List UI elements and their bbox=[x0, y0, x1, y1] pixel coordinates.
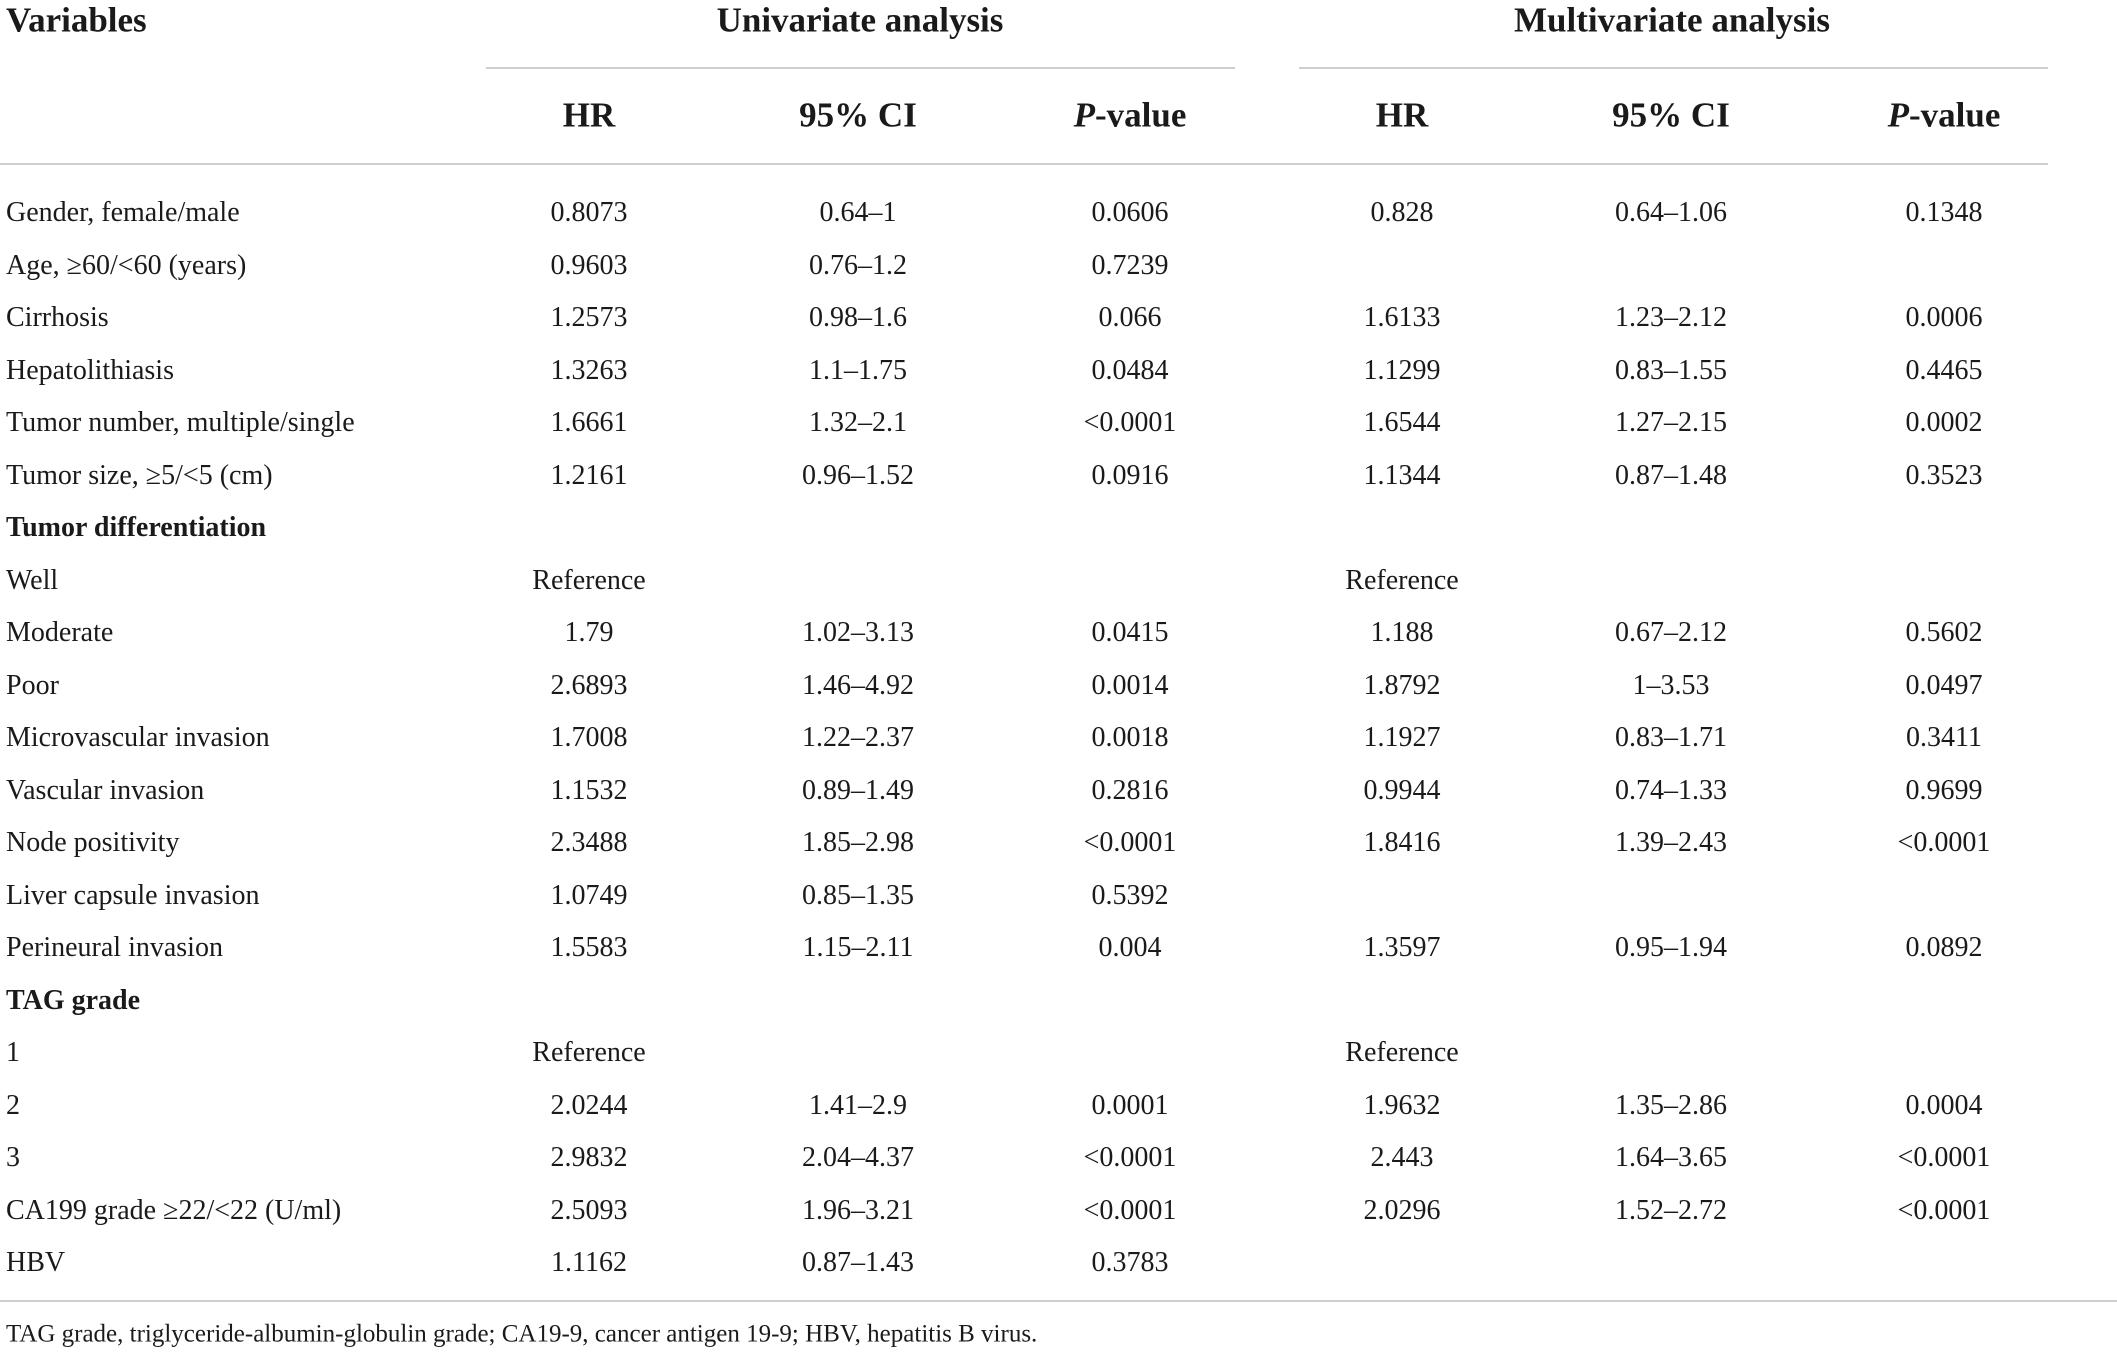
multivariate-hr-cell: 2.0296 bbox=[1363, 1194, 1441, 1226]
univariate-ci-cell: 1.22–2.37 bbox=[802, 722, 914, 753]
variable-label: Liver capsule invasion bbox=[6, 879, 260, 911]
multivariate-pvalue-cell: <0.0001 bbox=[1897, 1142, 1991, 1173]
multivariate-ci-cell: 0.83–1.71 bbox=[1615, 722, 1727, 753]
multivariate-ci-cell: 0.67–2.12 bbox=[1615, 617, 1727, 648]
multivariate-hr-cell: 1.1927 bbox=[1363, 722, 1441, 753]
multivariate-hr-cell: 1.8792 bbox=[1363, 669, 1441, 701]
univariate-header: Univariate analysis bbox=[716, 0, 1004, 40]
multivariate-pvalue-cell: 0.4465 bbox=[1905, 354, 1983, 386]
multivariate-hr-cell: 1.1344 bbox=[1363, 459, 1441, 491]
multivariate-hr-cell: 0.9944 bbox=[1363, 774, 1441, 806]
univariate-pvalue-cell: <0.0001 bbox=[1083, 1142, 1177, 1173]
multivariate-pvalue-header bbox=[1887, 95, 2001, 135]
univariate-ci-cell: 0.76–1.2 bbox=[809, 249, 907, 281]
multivariate-pvalue-cell: 0.0006 bbox=[1905, 302, 1983, 333]
multivariate-hr-cell: 1.6133 bbox=[1363, 302, 1441, 333]
variable-label: Perineural invasion bbox=[6, 932, 223, 963]
multivariate-ci-cell: 1.23–2.12 bbox=[1615, 302, 1727, 333]
variable-label: Tumor size, ≥5/<5 (cm) bbox=[6, 459, 273, 491]
multivariate-ci-header: 95% CI bbox=[1612, 95, 1730, 135]
univariate-ci-cell: 0.85–1.35 bbox=[802, 879, 914, 911]
univariate-pvalue-cell: 0.0916 bbox=[1091, 459, 1169, 491]
variable-label: Well bbox=[6, 564, 59, 596]
univariate-hr-cell: 1.2573 bbox=[550, 302, 628, 333]
variable-label: Tumor number, multiple/single bbox=[6, 407, 355, 438]
variable-label: Vascular invasion bbox=[6, 774, 205, 806]
univariate-ci-cell: 1.32–2.1 bbox=[809, 407, 907, 438]
variable-label: 2 bbox=[6, 1089, 20, 1121]
univariate-pvalue-cell: 0.3783 bbox=[1091, 1247, 1169, 1278]
multivariate-pvalue-cell: 0.9699 bbox=[1905, 774, 1983, 806]
variable-label: 3 bbox=[6, 1142, 20, 1173]
multivariate-pvalue-cell: 0.0002 bbox=[1905, 407, 1983, 438]
section-label: Tumor differentiation bbox=[6, 512, 267, 543]
multivariate-ci-cell: 1–3.53 bbox=[1632, 669, 1710, 701]
pvalue-suffix: -value bbox=[1095, 95, 1187, 135]
univariate-pvalue-cell: 0.0484 bbox=[1091, 354, 1169, 386]
univariate-ci-cell: 0.89–1.49 bbox=[802, 774, 914, 806]
multivariate-pvalue-cell: 0.0004 bbox=[1905, 1089, 1983, 1121]
multivariate-hr-cell: 1.6544 bbox=[1363, 407, 1441, 438]
multivariate-pvalue-cell: 0.0892 bbox=[1905, 932, 1983, 963]
univariate-pvalue-cell: 0.0018 bbox=[1091, 722, 1169, 753]
multivariate-pvalue-cell: 0.1348 bbox=[1905, 197, 1983, 228]
table-bottom-rule bbox=[0, 1300, 2117, 1302]
multivariate-ci-cell: 1.39–2.43 bbox=[1615, 827, 1727, 858]
univariate-hr-cell: 2.6893 bbox=[550, 669, 628, 701]
multivariate-hr-cell: Reference bbox=[1345, 564, 1459, 596]
univariate-ci-cell: 2.04–4.37 bbox=[802, 1142, 914, 1173]
univariate-pvalue-header bbox=[1073, 95, 1187, 135]
univariate-hr-cell: 1.79 bbox=[564, 617, 614, 648]
multivariate-hr-cell: 1.9632 bbox=[1363, 1089, 1441, 1121]
multivariate-pvalue-cell: 0.3411 bbox=[1906, 722, 1982, 753]
univariate-group-rule bbox=[486, 67, 1235, 69]
univariate-ci-header: 95% CI bbox=[799, 95, 917, 135]
multivariate-hr-cell: 1.8416 bbox=[1363, 827, 1441, 858]
multivariate-pvalue-cell: 0.0497 bbox=[1905, 669, 1983, 701]
multivariate-hr-cell: 0.828 bbox=[1370, 197, 1434, 228]
univariate-pvalue-cell: 0.0606 bbox=[1091, 197, 1169, 228]
variable-label: HBV bbox=[6, 1247, 66, 1278]
univariate-pvalue-cell: 0.5392 bbox=[1091, 879, 1169, 911]
pvalue-italic-p: P bbox=[1073, 95, 1095, 135]
header-bottom-rule bbox=[0, 163, 2048, 165]
multivariate-hr-cell: 1.1299 bbox=[1363, 354, 1441, 386]
variable-label: Moderate bbox=[6, 617, 114, 648]
univariate-ci-cell: 0.87–1.43 bbox=[802, 1247, 914, 1278]
univariate-pvalue-cell: 0.004 bbox=[1098, 932, 1162, 963]
univariate-hr-cell: 1.0749 bbox=[550, 879, 628, 911]
variables-header: Variables bbox=[6, 0, 147, 40]
univariate-pvalue-cell: 0.0014 bbox=[1091, 669, 1169, 701]
multivariate-ci-cell: 1.64–3.65 bbox=[1615, 1142, 1727, 1173]
multivariate-ci-cell: 1.35–2.86 bbox=[1615, 1089, 1727, 1121]
pvalue-italic-p: P bbox=[1887, 95, 1909, 135]
variable-label: Microvascular invasion bbox=[6, 722, 270, 753]
univariate-hr-cell: 1.7008 bbox=[550, 722, 628, 753]
univariate-ci-cell: 1.85–2.98 bbox=[802, 827, 914, 858]
pvalue-suffix: -value bbox=[1909, 95, 2001, 135]
multivariate-pvalue-cell: 0.3523 bbox=[1905, 459, 1983, 491]
multivariate-hr-header: HR bbox=[1375, 95, 1429, 135]
variable-label: Gender, female/male bbox=[6, 197, 240, 228]
univariate-hr-cell: 1.5583 bbox=[550, 932, 628, 963]
variable-label: Hepatolithiasis bbox=[6, 354, 174, 386]
univariate-hr-header: HR bbox=[562, 95, 616, 135]
univariate-pvalue-cell: 0.0415 bbox=[1091, 617, 1169, 648]
univariate-ci-cell: 0.98–1.6 bbox=[809, 302, 907, 333]
univariate-pvalue-cell: 0.7239 bbox=[1091, 249, 1169, 281]
multivariate-ci-cell: 0.64–1.06 bbox=[1615, 197, 1727, 228]
univariate-pvalue-cell: <0.0001 bbox=[1083, 827, 1177, 858]
multivariate-hr-cell: Reference bbox=[1345, 1037, 1459, 1068]
univariate-hr-cell: 1.1162 bbox=[551, 1247, 627, 1278]
multivariate-pvalue-cell: <0.0001 bbox=[1897, 827, 1991, 858]
univariate-hr-cell: 2.5093 bbox=[550, 1194, 628, 1226]
multivariate-ci-cell: 1.52–2.72 bbox=[1615, 1194, 1727, 1226]
multivariate-pvalue-cell: <0.0001 bbox=[1897, 1194, 1991, 1226]
univariate-hr-cell: 0.9603 bbox=[550, 249, 628, 281]
univariate-pvalue-cell: <0.0001 bbox=[1083, 407, 1177, 438]
univariate-ci-cell: 1.46–4.92 bbox=[802, 669, 914, 701]
multivariate-hr-cell: 2.443 bbox=[1370, 1142, 1434, 1173]
variable-label: Cirrhosis bbox=[6, 302, 109, 333]
multivariate-ci-cell: 0.74–1.33 bbox=[1615, 774, 1727, 806]
variable-label: Node positivity bbox=[6, 827, 180, 858]
univariate-pvalue-cell: 0.0001 bbox=[1091, 1089, 1169, 1121]
univariate-ci-cell: 1.1–1.75 bbox=[809, 354, 907, 386]
multivariate-ci-cell: 0.83–1.55 bbox=[1615, 354, 1727, 386]
multivariate-group-rule bbox=[1299, 67, 2048, 69]
univariate-hr-cell: 0.8073 bbox=[550, 197, 628, 228]
univariate-hr-cell: 1.2161 bbox=[550, 459, 628, 491]
variable-label: Age, ≥60/<60 (years) bbox=[6, 249, 247, 281]
variable-label: CA199 grade ≥22/<22 (U/ml) bbox=[6, 1194, 342, 1226]
section-label: TAG grade bbox=[6, 984, 141, 1016]
multivariate-ci-cell: 1.27–2.15 bbox=[1615, 407, 1727, 438]
univariate-hr-cell: 1.3263 bbox=[550, 354, 628, 386]
table-footnote: TAG grade, triglyceride-albumin-globulin grade; CA19-9, cancer antigen 19-9; HBV, hepatitis B virus. bbox=[6, 1320, 1038, 1348]
univariate-hr-cell: 2.3488 bbox=[550, 827, 628, 858]
univariate-hr-cell: Reference bbox=[532, 1037, 646, 1068]
univariate-ci-cell: 1.41–2.9 bbox=[809, 1089, 907, 1121]
multivariate-ci-cell: 0.95–1.94 bbox=[1615, 932, 1727, 963]
univariate-hr-cell: 2.0244 bbox=[550, 1089, 628, 1121]
variable-label: 1 bbox=[6, 1037, 20, 1068]
univariate-hr-cell: 1.6661 bbox=[550, 407, 628, 438]
univariate-ci-cell: 0.64–1 bbox=[819, 197, 897, 228]
univariate-hr-cell: 1.1532 bbox=[550, 774, 628, 806]
variable-label: Poor bbox=[6, 669, 59, 701]
multivariate-pvalue-cell: 0.5602 bbox=[1905, 617, 1983, 648]
univariate-pvalue-cell: <0.0001 bbox=[1083, 1194, 1177, 1226]
univariate-hr-cell: 2.9832 bbox=[550, 1142, 628, 1173]
univariate-hr-cell: Reference bbox=[532, 564, 646, 596]
multivariate-ci-cell: 0.87–1.48 bbox=[1615, 459, 1727, 491]
univariate-ci-cell: 1.02–3.13 bbox=[802, 617, 914, 648]
univariate-ci-cell: 1.96–3.21 bbox=[802, 1194, 914, 1226]
univariate-ci-cell: 0.96–1.52 bbox=[802, 459, 914, 491]
univariate-ci-cell: 1.15–2.11 bbox=[802, 932, 914, 963]
multivariate-hr-cell: 1.188 bbox=[1370, 617, 1434, 648]
univariate-pvalue-cell: 0.066 bbox=[1098, 302, 1162, 333]
univariate-pvalue-cell: 0.2816 bbox=[1091, 774, 1169, 806]
multivariate-header: Multivariate analysis bbox=[1514, 0, 1830, 40]
multivariate-hr-cell: 1.3597 bbox=[1363, 932, 1441, 963]
